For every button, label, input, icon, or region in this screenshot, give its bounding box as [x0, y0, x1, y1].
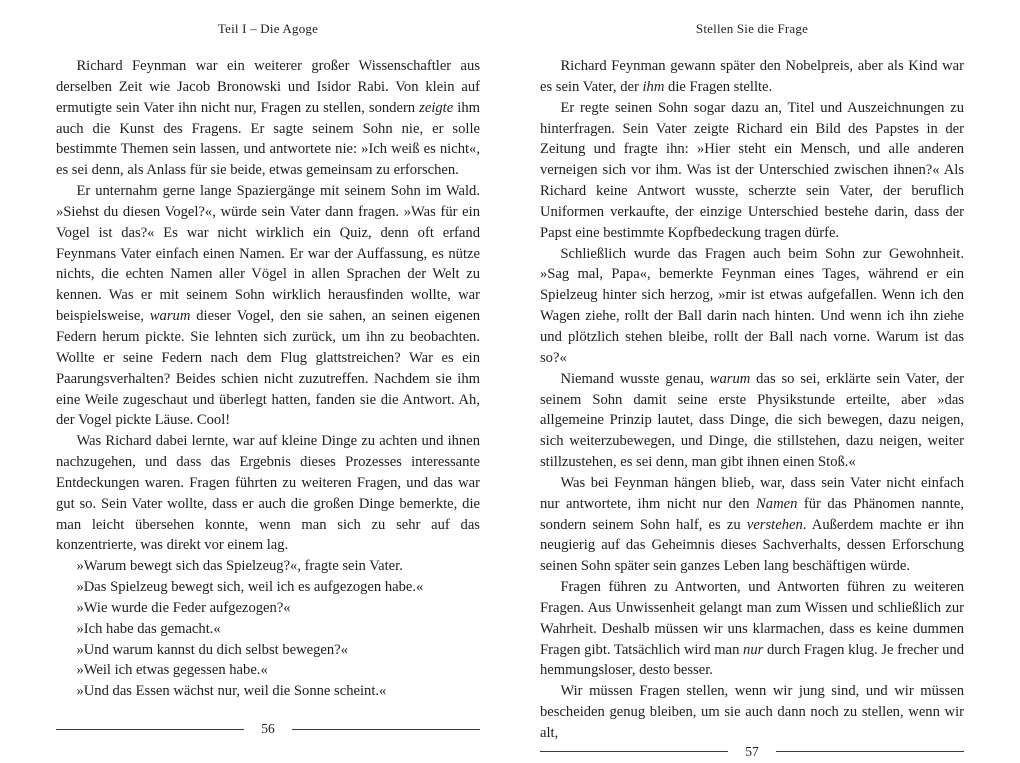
paragraph	[540, 681, 964, 744]
paragraph	[56, 577, 480, 598]
text-run: . Außerdem machte er ihn neugierig auf das Geheimnis dieses Sachverhalts, dessen Erforschung seinen Sohn später sein ganzes Leben lang beschäftigen würde.	[540, 516, 965, 575]
paragraph	[56, 431, 480, 556]
paragraph	[56, 681, 480, 702]
text-run: »Warum bewegt sich das Spielzeug?«, fragte sein Vater.	[76, 558, 403, 575]
left-page-body	[56, 56, 480, 702]
text-run: Richard Feynman gewann später den Nobelpreis, aber als Kind war es sein Vater, der	[540, 58, 964, 95]
text-run: »Und warum kannst du dich selbst bewegen?«	[76, 641, 348, 658]
text-run: Er regte seinen Sohn sogar dazu an, Titel und Auszeichnungen zu hinterfragen. Sein Vater zeigte Richard ein Bild des Papstes in der Zeitung und fragte ihn: »Hier steht ein Mensch, und alle anderen verneigen sich vor ihm. Was ist der Unterschied zwischen ihnen?« Als Richard keine Antwort wusste, scherzte sein Vater, der beruflich Uniformen verkaufte, der einzige Unterschied bestehe darin, dass der Papst eine bestimmte Kopfbedeckung tragen dürfe.	[540, 99, 964, 241]
text-run: Schließlich wurde das Fragen auch beim Sohn zur Gewohnheit. »Sag mal, Papa«, bemerkte Feynman eines Tages, während er ein Spielzeug hinter sich herzog, »mir ist etwas aufgefallen. Wenn ich den Wagen ziehe, rollt der Ball darin nach hinten. Und wenn ich ihn ziehe und plötzlich stehen bleibe, rollt der Ball nach vorne. Warum ist das so?«	[540, 245, 964, 366]
paragraph	[56, 556, 480, 577]
paragraph	[540, 473, 964, 577]
paragraph	[56, 56, 480, 181]
paragraph	[540, 577, 964, 681]
text-run: Was bei Feynman hängen blieb, war, dass sein Vater nicht einfach nur antwortete, ihm nicht nur den	[540, 474, 964, 512]
text-run: ihm auch die Kunst des Fragens. Er sagte seinem Sohn nie, er solle bestimmte Themen sein lassen, und antwortete nie: »Ich weiß es nicht«, es sei denn, als Anlass für sie beide, etwas gemeinsam zu erforschen.	[56, 99, 480, 179]
footer-rule	[56, 729, 244, 730]
text-run: Er unternahm gerne lange Spaziergänge mit seinem Sohn im Wald. »Siehst du diesen Vogel?«, würde sein Vater dann fragen. »Was für ein Vogel ist das?« Es war nicht wirklich ein Quiz, denn oft erfand Feynmans Vater einfach einen Namen. Er war der Auffassung, es nütze nichts, die echten Namen aller Vögel in allen Sprachen der Welt zu kennen. Was er mit seinem Sohn wirklich herausfinden wollte, war beispielsweise,	[56, 183, 480, 325]
text-run: »Ich habe das gemacht.«	[76, 620, 221, 637]
right-page-body	[540, 56, 964, 744]
paragraph	[56, 660, 480, 681]
text-run: die Fragen stellte.	[664, 78, 773, 95]
paragraph	[540, 98, 964, 244]
italic-text-run: nur	[743, 641, 764, 658]
paragraph	[56, 181, 480, 431]
italic-text-run: warum	[709, 370, 751, 387]
text-run: Richard Feynman war ein weiterer großer Wissenschaftler aus derselben Zeit wie Jacob Bronowski und Isidor Rabi. Von klein auf ermutigte sein Vater ihn nicht nur, Fragen zu stellen, sondern	[56, 58, 480, 116]
running-header-right: Stellen Sie die Frage	[695, 21, 809, 36]
footer-rule	[776, 751, 964, 752]
right-page	[510, 0, 1020, 763]
paragraph	[540, 369, 964, 473]
left-page-footer	[56, 721, 480, 737]
text-run: dieser Vogel, den sie sahen, an seinen eigenen Federn herum pickte. Sie lehnten sich zurück, um ihn zu beobachten. Wollte er seine Federn nach dem Flug glattstreichen? War es ein Paarungsverhalten? Beides schien nicht zuzutreffen. Nachdem sie ihm eine Weile zugeschaut und überlegt hatten, fanden sie die Antwort. Ah, der Vogel pickte Läuse. Cool!	[56, 308, 480, 429]
text-run: das so sei, erklärte sein Vater, der seinem Sohn damit seine erste Physikstunde erteilte, aber »das allgemeine Prinzip lautet, dass Dinge, die sich bewegen, dazu neigen, sich weiterzubewegen, und Dinge, die stillstehen, dazu neigen, weiter stillzustehen, es sei denn, man gibt ihnen einen Stoß.«	[540, 370, 964, 471]
italic-text-run: warum	[149, 308, 191, 325]
text-run: »Und das Essen wächst nur, weil die Sonne scheint.«	[76, 683, 387, 700]
italic-text-run: ihm	[642, 78, 665, 95]
footer-rule	[292, 729, 480, 730]
footer-rule	[540, 751, 728, 752]
page-number: 57	[745, 743, 759, 759]
paragraph	[540, 56, 964, 98]
italic-text-run: verstehen	[746, 516, 803, 533]
text-run: Wir müssen Fragen stellen, wenn wir jung sind, und wir müssen bescheiden genug bleiben, um sie auch dann noch zu stellen, wenn wir alt,	[540, 683, 964, 741]
paragraph	[56, 598, 480, 619]
text-run: Fragen führen zu Antworten, und Antworten führen zu weiteren Fragen. Aus Unwissenheit gelangt man zum Wissen und schließlich zur Wahrheit. Deshalb müssen wir uns klarmachen, dass es keine dummen Fragen gibt. Tatsächlich wird man	[540, 579, 964, 658]
text-run: »Weil ich etwas gegessen habe.«	[76, 662, 268, 679]
text-run: Niemand wusste genau,	[560, 370, 710, 387]
italic-text-run: zeigte	[419, 99, 454, 116]
text-run: durch Fragen klug. Je frecher und hemmungsloser, desto besser.	[540, 641, 964, 679]
paragraph	[540, 244, 964, 369]
italic-text-run: Namen	[756, 495, 798, 512]
text-run: für das Phänomen nannte, sondern seinem Sohn half, es zu	[540, 495, 964, 533]
running-header-left: Teil I – Die Agoge	[217, 21, 319, 36]
text-run: »Wie wurde die Feder aufgezogen?«	[76, 599, 291, 616]
paragraph	[56, 619, 480, 640]
text-run: »Das Spielzeug bewegt sich, weil ich es aufgezogen habe.«	[76, 579, 424, 596]
paragraph	[56, 640, 480, 661]
page-number: 56	[261, 721, 275, 736]
right-page-footer	[540, 744, 964, 760]
text-run: Was Richard dabei lernte, war auf kleine Dinge zu achten und ihnen nachzugehen, und dass das Ergebnis dieses Prozesses interessante Entdeckungen waren. Fragen führten zu weiteren Fragen, und das war gut so. Sein Vater wollte, dass er auch die großen Dinge bemerkte, die man leicht übersehen konnte, wenn man sich zu sehr auf das konzentrierte, was direkt vor einem lag.	[56, 433, 480, 554]
